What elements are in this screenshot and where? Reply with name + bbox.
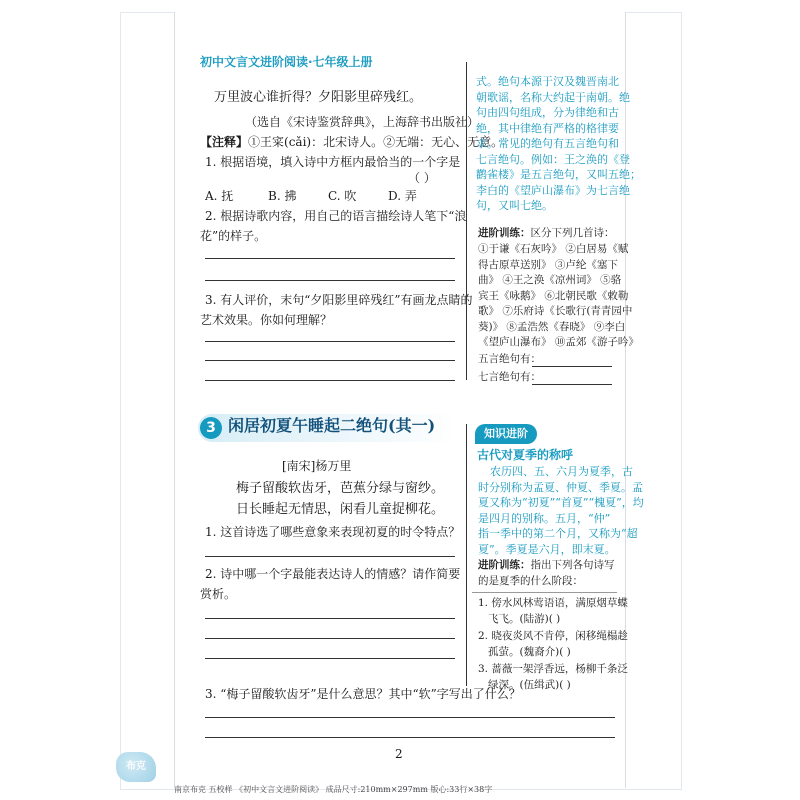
train-intro-2: 指出下列各句诗写 — [530, 559, 615, 571]
section3-q2-line2: 赏析。 — [200, 587, 237, 601]
section-number: 3 — [200, 417, 222, 439]
page-number: 2 — [395, 747, 403, 761]
q1-option-d: D. 弄 — [388, 189, 417, 203]
sidebar-notes: 式。绝句本源于汉及魏晋南北 朝歌谣，名称大约起于南朝。绝 句由四句组成，分为律绝和古 绝，其中律绝有严格的格律要 求。常见的绝句有五言绝句和 七言绝句。例如：王之涣的《登 鹳雀楼》是五言绝句，又叫五绝； 李白的《望庐山瀑布》为七言绝 句，又叫七绝。 — [476, 75, 641, 212]
five-line-label: 五言绝句有： — [478, 353, 541, 365]
knowledge-title: 古代对夏季的称呼 — [477, 448, 574, 462]
section3-q2-line1: 2. 诗中哪一个字最能表达诗人的情感？请作简要 — [205, 567, 461, 581]
poem1-last-line: 万里波心谁折得？夕阳影里碎残红。 — [214, 90, 423, 105]
section3-q1: 1. 这首诗选了哪些意象来表现初夏的时令特点？ — [205, 525, 461, 539]
notes-text: ①王寀(cǎi)：北宋诗人。②无端：无心、无意。 — [248, 135, 504, 149]
divider — [472, 592, 617, 593]
answer-line — [205, 280, 455, 281]
sidebar-divider — [466, 62, 467, 380]
poem-author: [南宋]杨万里 — [282, 459, 352, 473]
answer-line — [205, 658, 455, 659]
section3-q3: 3. “梅子留酸软齿牙”是什么意思？其中“软”字写出了什么？ — [205, 687, 521, 701]
running-header: 初中文言文进阶阅读·七年级上册 — [200, 55, 373, 69]
poem1-q2-line2: 花”的样子。 — [200, 229, 267, 243]
poem-line-1: 梅子留酸软齿牙，芭蕉分绿与窗纱。 — [236, 481, 445, 496]
q1-option-b: B. 拂 — [268, 189, 297, 203]
train-intro-1: 区分下列几首诗： — [530, 227, 615, 239]
print-footer: 南京布克 五校样 《初中文言文进阶阅读》 成品尺寸:210mm×297mm 版心:33行×38字 — [174, 785, 493, 794]
notes-label: 【注释】 — [200, 135, 249, 149]
section-title: 闲居初夏午睡起二绝句(其一) — [228, 416, 436, 435]
knowledge-badge: 知识进阶 — [475, 424, 537, 444]
poem1-source: （选自《宋诗鉴赏辞典》，上海辞书出版社） — [245, 115, 480, 129]
train-label-2: 进阶训练： — [478, 559, 531, 571]
answer-line — [205, 717, 615, 718]
sidebar-divider — [466, 424, 467, 686]
seven-line-label: 七言绝句有： — [478, 371, 541, 383]
answer-line — [205, 618, 455, 619]
poem1-q3-line1: 3. 有人评价，末句“夕阳影里碎残红”有画龙点睛的 — [205, 293, 473, 307]
poem1-q3-line2: 艺术效果。你如何理解？ — [200, 313, 333, 327]
answer-line — [205, 556, 455, 557]
answer-line — [205, 737, 615, 738]
poem1-q1: 1. 根据语境，填入诗中方框内最恰当的一个字是 — [205, 155, 461, 169]
train-intro-2-line2: 的是夏季的什么阶段： — [478, 575, 583, 587]
answer-line — [205, 341, 455, 342]
poem-list: ①于谦《石灰吟》 ②白居易《赋 得古原草送别》 ③卢纶《塞下 曲》 ④王之涣《凉州词》 ⑤骆 宾王《咏鹅》 ⑥北朝民歌《敕勒 歌》 ⑦乐府诗《长歌行(青青园中 葵)》 ⑧孟浩然《春晓》 ⑨李白 《望庐山瀑布》 ⑩孟郊《游子吟》 — [478, 243, 639, 348]
train-label-1: 进阶训练： — [478, 227, 531, 239]
answer-line — [532, 384, 612, 385]
poem-line-2: 日长睡起无情思，闲看儿童捉柳花。 — [236, 502, 445, 517]
poem1-q1-paren: （ ） — [408, 171, 436, 185]
knowledge-text: 农历四、五、六月为夏季，古 时分别称为孟夏、仲夏、季夏。孟 夏又称为“初夏”“首夏”“槐夏”，均 是四月的别称。五月，“仲” 指一季中的第二个月，又称为“超 夏”。季夏是六月，即末夏。 — [478, 465, 644, 556]
season-exercise-list: 1. 傍水风林莺语语，满原烟草蝶 飞飞。(陆游)( ) 2. 晓夜炎风不肯停，闲移绳榻趁 孤萤。(魏裔介)( ) 3. 蔷薇一架浮香远，杨柳千条泛 绿深。(伍缉武)( ) — [478, 597, 628, 691]
answer-line — [205, 380, 455, 381]
publisher-logo: 布克 — [116, 752, 156, 782]
answer-line — [532, 366, 612, 367]
q1-option-a: A. 抚 — [205, 189, 234, 203]
poem1-q2-line1: 2. 根据诗歌内容，用自己的语言描绘诗人笔下“浪 — [205, 209, 467, 223]
answer-line — [205, 258, 455, 259]
answer-line — [205, 638, 455, 639]
answer-line — [205, 360, 455, 361]
q1-option-c: C. 吹 — [328, 189, 357, 203]
